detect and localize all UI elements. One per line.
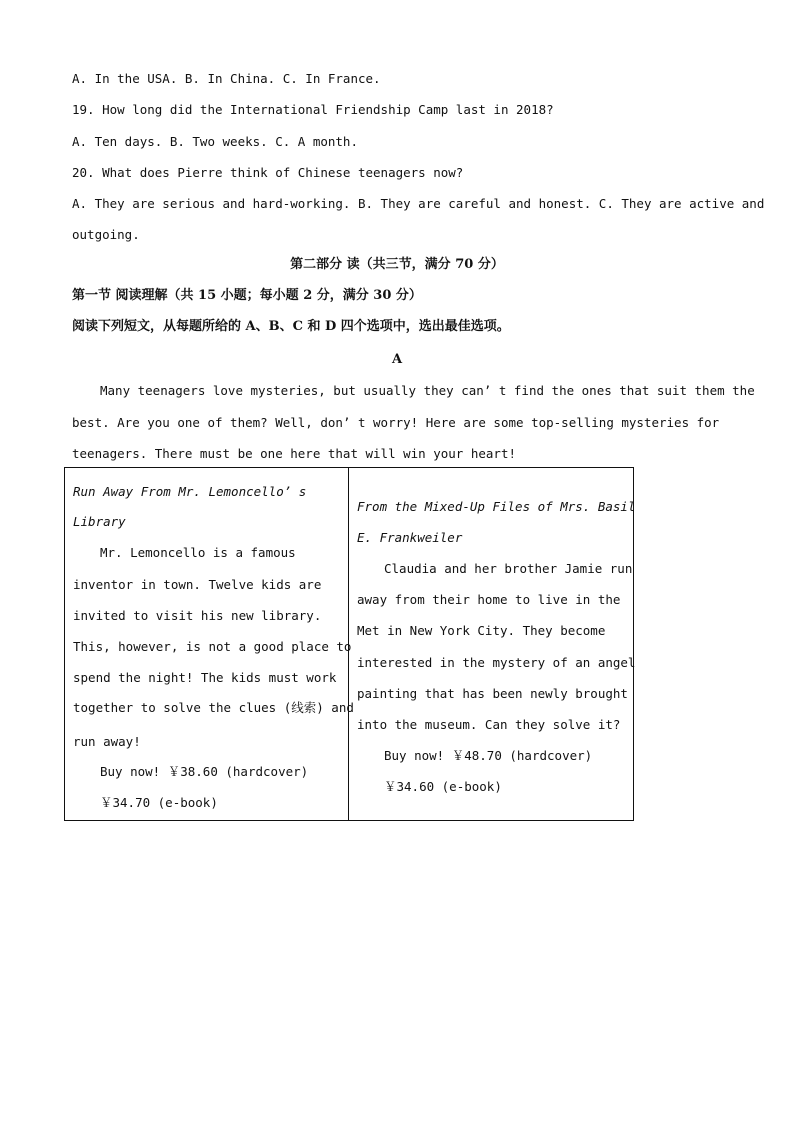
q20-options-line2: outgoing. bbox=[72, 227, 140, 242]
intro-line3: teenagers. There must be one here that will win your heart! bbox=[72, 446, 517, 461]
passage-label: A bbox=[391, 352, 403, 367]
book-price: ￥34.60 (e-book) bbox=[384, 779, 502, 794]
q20-options-line1: A. They are serious and hard-working. B. They are careful and honest. C. They are active and bbox=[72, 196, 765, 211]
book-desc: invited to visit his new library. bbox=[73, 608, 322, 623]
book-desc: away from their home to live in the bbox=[357, 592, 621, 607]
book-desc: painting that has been newly brought bbox=[357, 686, 628, 701]
book-desc: interested in the mystery of an angel bbox=[357, 655, 636, 670]
book-desc: inventor in town. Twelve kids are bbox=[73, 577, 322, 592]
book-desc: spend the night! The kids must work bbox=[73, 670, 337, 685]
q18-options: A. In the USA. B. In China. C. In France. bbox=[72, 71, 381, 86]
instruction: 阅读下列短文，从每题所给的 A、B、C 和 D 四个选项中，选出最佳选项。 bbox=[72, 319, 510, 334]
question-19: 19. How long did the International Friendship Camp last in 2018? bbox=[72, 102, 554, 117]
book-price: Buy now! ￥38.60 (hardcover) bbox=[100, 764, 309, 779]
book-desc: into the museum. Can they solve it? bbox=[357, 717, 621, 732]
q19-options: A. Ten days. B. Two weeks. C. A month. bbox=[72, 134, 358, 149]
book-cell-left bbox=[65, 468, 354, 820]
book-title-cont: E. Frankweiler bbox=[357, 530, 463, 545]
book-desc: run away! bbox=[73, 734, 141, 749]
subsection-title: 第一节 阅读理解（共 15 小题；每小题 2 分，满分 30 分） bbox=[72, 288, 422, 303]
book-title-cont: Library bbox=[73, 514, 126, 529]
book-cell-right bbox=[349, 468, 636, 820]
intro-line1: Many teenagers love mysteries, but usually they can’ t find the ones that suit them the bbox=[100, 383, 755, 398]
part-title: 第二部分 读（共三节，满分 70 分） bbox=[290, 257, 504, 272]
book-table bbox=[64, 467, 634, 821]
book-price: Buy now! ￥48.70 (hardcover) bbox=[384, 748, 593, 763]
book-desc: Claudia and her brother Jamie run bbox=[384, 561, 633, 576]
book-desc: Mr. Lemoncello is a famous bbox=[100, 545, 296, 560]
book-title: Run Away From Mr. Lemoncello’ s bbox=[73, 484, 307, 499]
book-title: From the Mixed-Up Files of Mrs. Basil bbox=[357, 499, 636, 514]
intro-line2: best. Are you one of them? Well, don’ t worry! Here are some top-selling mysteries for bbox=[72, 415, 720, 430]
book-desc: together to solve the clues (线索) and bbox=[73, 700, 354, 715]
book-price: ￥34.70 (e-book) bbox=[100, 795, 218, 810]
question-20: 20. What does Pierre think of Chinese teenagers now? bbox=[72, 165, 464, 180]
book-desc: This, however, is not a good place to bbox=[73, 639, 352, 654]
book-desc: Met in New York City. They become bbox=[357, 623, 606, 638]
